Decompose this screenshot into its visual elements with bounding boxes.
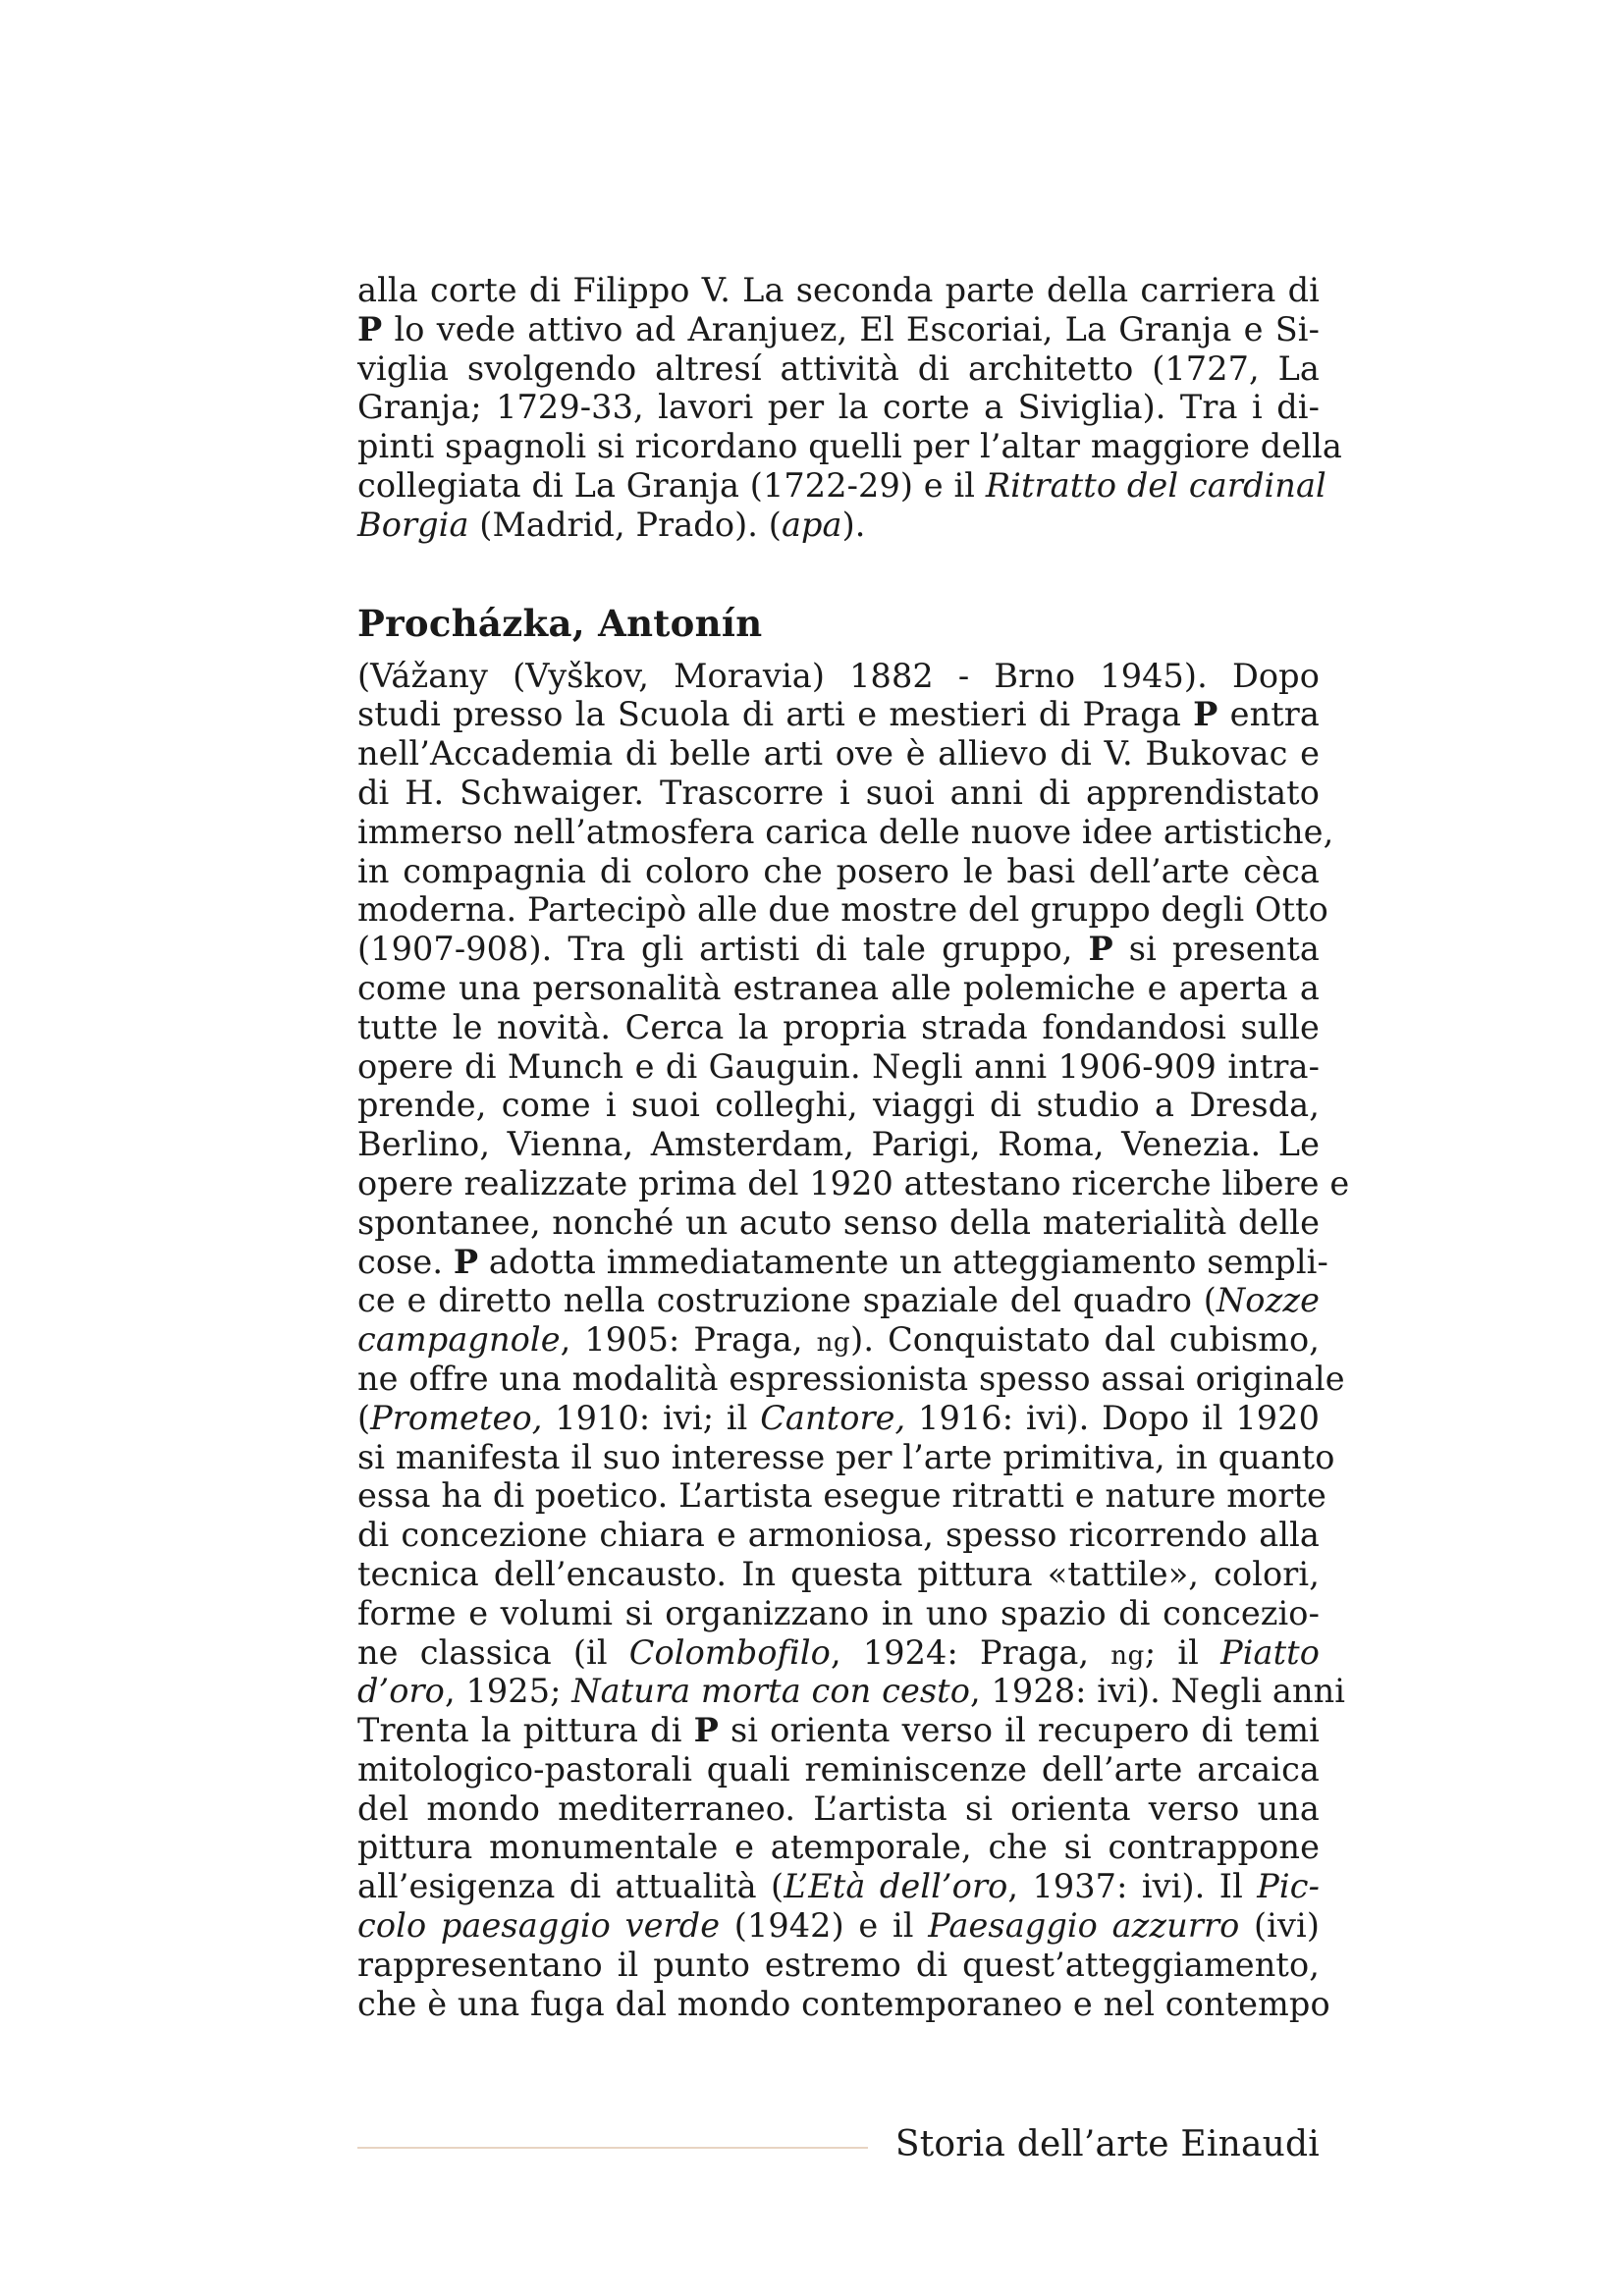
text-segment: si presenta [1112,930,1320,969]
text-line [357,349,1320,389]
text-segment: rappresentano il punto estremo di quest’atteggiamento, [357,1945,1320,1984]
text-segment: pinti spagnoli si ricordano quelli per l’altar maggiore della [357,427,1342,466]
text-segment: alla corte di Filippo V. La seconda parte della carriera di [357,271,1320,309]
text-segment: ). [841,505,866,544]
text-line [357,1828,1320,1867]
artwork-title: Colombofilo [628,1632,831,1672]
text-line [357,1047,1320,1087]
entry-paragraph [357,656,1350,2024]
text-segment: , 1937: ivi). Il [1007,1867,1258,1906]
text-line [357,1399,1320,1438]
artwork-title: Ritratto del cardinal [985,465,1326,505]
text-segment: , 1905: Praga, [560,1320,817,1360]
text-line [357,1008,1320,1047]
artwork-title: d’oro [357,1672,445,1711]
text-line [357,774,1320,813]
artwork-title: Paesaggio azzurro [928,1906,1240,1946]
text-segment: ne classica (il [357,1632,629,1672]
text-segment: 1910: ivi; il [542,1398,761,1437]
text-segment: collegiata di La Granja (1722-29) e il [357,465,986,505]
text-segment: che è una fuga dal mondo contemporaneo e nel contempo [357,1984,1330,2023]
artwork-title: Piatto [1220,1632,1321,1672]
text-segment: studi presso la Scuola di arti e mestieri di Praga [357,695,1194,734]
text-line [357,1789,1320,1829]
text-line [357,1711,1320,1750]
text-segment: prende, come i suoi colleghi, viaggi di studio a Dresda, [357,1086,1320,1125]
text-segment: , 1928: ivi). Negli anni [970,1672,1346,1711]
page-content [357,271,1350,2023]
text-segment: 1916: ivi). Dopo il 1920 [905,1398,1320,1437]
text-line [357,1984,1330,2024]
text-segment: essa ha di poetico. L’artista esegue ritratti e nature morte [357,1476,1326,1516]
artwork-title: Prometeo, [370,1398,543,1437]
text-line [357,1242,1328,1282]
text-segment: adotta immediatamente un atteggiamento sempli- [478,1242,1328,1281]
text-line [357,388,1320,427]
text-line [357,1906,1320,1946]
text-segment: del mondo mediterraneo. L’artista si orienta verso una [357,1789,1320,1828]
text-segment: forme e volumi si organizzano in uno spazio di concezio- [357,1593,1320,1632]
artist-initial: P [693,1711,719,1750]
text-line [357,271,1320,310]
text-segment: ne offre una modalità espressionista spesso assai originale [357,1359,1345,1398]
text-segment: ce e diretto nella costruzione spaziale del quadro ( [357,1281,1217,1320]
text-line [357,1163,1350,1203]
text-line [357,1203,1320,1243]
text-segment: si manifesta il suo interesse per l’arte primitiva, in quanto [357,1437,1335,1476]
text-segment: ( [357,1398,371,1437]
text-line [357,969,1320,1008]
text-segment: pittura monumentale e atemporale, che si contrappone [357,1828,1320,1867]
text-segment: ; il [1144,1632,1221,1672]
page-footer [357,2120,1320,2169]
text-segment: nell’Accademia di belle arti ove è allievo di V. Bukovac e [357,734,1320,774]
artwork-title: apa [781,505,842,544]
text-line [357,1750,1320,1789]
text-line [357,1086,1320,1125]
text-line [357,465,1326,506]
text-segment: opere di Munch e di Gauguin. Negli anni 1906-909 intra- [357,1046,1320,1086]
text-line [357,930,1320,969]
entry-heading: Procházka, Antonín [357,601,763,645]
text-segment: di concezione chiara e armoniosa, spesso ricorrendo alla [357,1516,1320,1555]
text-segment: (Vážany (Vyškov, Moravia) 1882 - Brno 1945). Dopo [357,656,1320,695]
text-segment: in compagnia di coloro che posero le basi dell’arte cèca [357,851,1320,890]
museum-abbreviation: ng [1110,1640,1145,1671]
artwork-title: Natura morta con cesto [571,1672,971,1711]
artwork-title: colo paesaggio verde [357,1906,721,1946]
text-segment: Trenta la pittura di [357,1711,694,1750]
text-line [357,1555,1320,1594]
text-line [357,1359,1345,1399]
text-line [357,657,1320,696]
artwork-title: campagnole [357,1320,561,1360]
text-line [357,427,1342,466]
text-line [357,1672,1346,1711]
text-line [357,695,1320,734]
text-line [357,1476,1326,1516]
artwork-title: Borgia [357,505,469,544]
text-line [357,1437,1335,1477]
text-segment: all’esigenza di attualità ( [357,1867,784,1906]
text-segment: moderna. Partecipò alle due mostre del gruppo degli Otto [357,890,1328,930]
text-segment: di H. Schwaiger. Trascorre i suoi anni di apprendistato [357,773,1320,812]
text-segment: opere realizzate prima del 1920 attestano ricerche libere e [357,1163,1350,1202]
text-segment: (ivi) [1239,1906,1320,1946]
footer-rule [357,2147,868,2149]
artwork-title: Nozze [1216,1281,1320,1320]
artist-initial: P [357,309,383,348]
text-segment: (Madrid, Prado). ( [468,505,782,544]
artist-initial: P [1088,930,1113,969]
text-segment: ). Conquistato dal cubismo, [850,1320,1320,1360]
footer-label: Storia dell’arte Einaudi [894,2124,1320,2164]
text-line [357,812,1334,852]
artist-initial: P [453,1242,479,1281]
text-segment: , 1924: Praga, [830,1632,1111,1672]
text-segment: si orienta verso il recupero di temi [718,1711,1320,1750]
text-line [357,1867,1320,1906]
continuation-paragraph [357,271,1342,545]
text-segment: come una personalità estranea alle polemiche e aperta a [357,968,1320,1007]
artwork-title: Cantore, [760,1398,906,1437]
text-line [357,852,1320,891]
text-segment: spontanee, nonché un acuto senso della materialità delle [357,1202,1320,1242]
text-line [357,310,1320,349]
text-line [357,506,1320,545]
text-line [357,1281,1320,1320]
text-segment: viglia svolgendo altresí attività di architetto (1727, La [357,348,1320,388]
text-segment: entra [1217,695,1320,734]
text-line [357,1946,1320,1985]
text-line [357,1320,1320,1360]
text-segment: mitologico-pastorali quali reminiscenze dell’arte arcaica [357,1749,1320,1789]
text-line [357,1594,1320,1633]
text-segment: Granja; 1729-33, lavori per la corte a Siviglia). Tra i di- [357,388,1320,427]
text-line [357,1633,1320,1673]
text-line [357,1516,1320,1555]
text-segment: (1907-908). Tra gli artisti di tale gruppo, [357,930,1089,969]
text-segment: tecnica dell’encausto. In questa pittura «tattile», colori, [357,1554,1320,1593]
text-line [357,734,1320,774]
text-line [357,890,1328,930]
text-segment: (1942) e il [720,1906,929,1946]
text-line [357,1125,1320,1164]
text-segment: Berlino, Vienna, Amsterdam, Parigi, Roma, Venezia. Le [357,1125,1320,1164]
artwork-title: Pic- [1257,1867,1320,1906]
text-segment: immerso nell’atmosfera carica delle nuove idee artistiche, [357,812,1334,851]
text-segment: tutte le novità. Cerca la propria strada fondandosi sulle [357,1007,1320,1046]
text-segment: cose. [357,1242,454,1281]
artist-initial: P [1193,695,1218,734]
museum-abbreviation: ng [816,1328,851,1359]
text-segment: lo vede attivo ad Aranjuez, El Escoriai, La Granja e Si- [382,309,1320,348]
text-segment: , 1925; [444,1672,572,1711]
artwork-title: L’Età dell’oro [784,1867,1008,1906]
